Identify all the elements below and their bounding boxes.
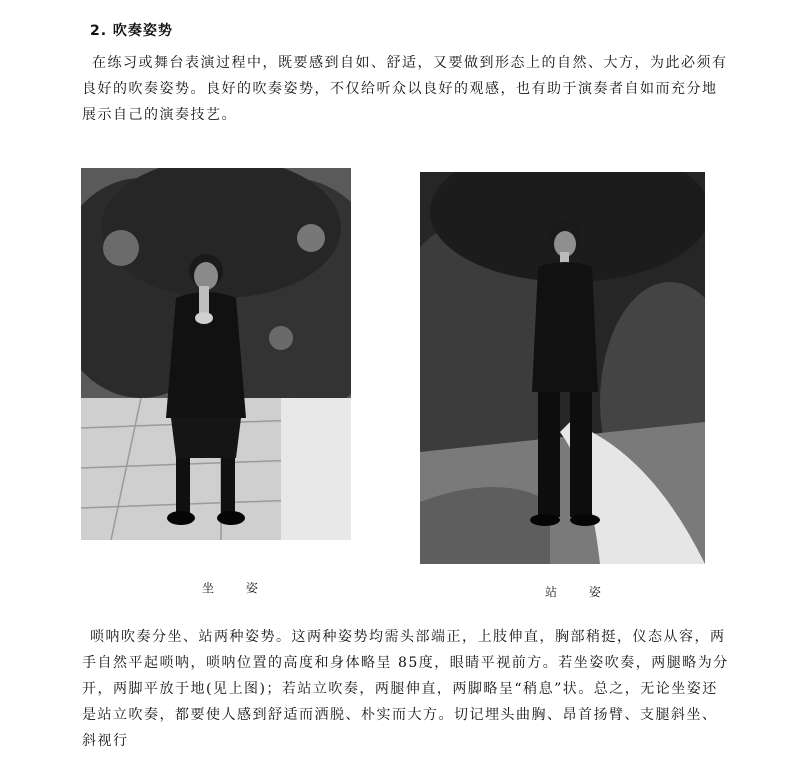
caption-sitting: 坐 姿 bbox=[202, 581, 272, 595]
caption-standing: 站 姿 bbox=[545, 585, 615, 599]
photo-sitting-posture bbox=[81, 168, 351, 540]
photo-standing-posture bbox=[420, 172, 705, 564]
section-heading: 2. 吹奏姿势 bbox=[90, 23, 173, 39]
intro-paragraph: 在练习或舞台表演过程中，既要感到自如、舒适，又要做到形态上的自然、大方，为此必须有良好的吹奏姿势。良好的吹奏姿势，不仅给听众以良好的观感，也有助于演奏者自如而充分地展示自己的演奏技艺。 bbox=[82, 55, 728, 123]
body-paragraph: 唢呐吹奏分坐、站两种姿势。这两种姿势均需头部端正，上肢伸直，胸部稍挺，仪态从容，两手自然平起唢呐，唢呐位置的高度和身体略呈 85度，眼睛平视前方。若坐姿吹奏，两腿略为分开，两脚平放于地(见上图)；若站立吹奏，两腿伸直，两脚略呈“稍息”状。总之，无论坐姿还是站立吹奏，都要使人感到舒适而洒脱、朴实而大方。切记埋头曲胸、昂首扬臂、支腿斜坐、斜视行 bbox=[82, 629, 729, 749]
